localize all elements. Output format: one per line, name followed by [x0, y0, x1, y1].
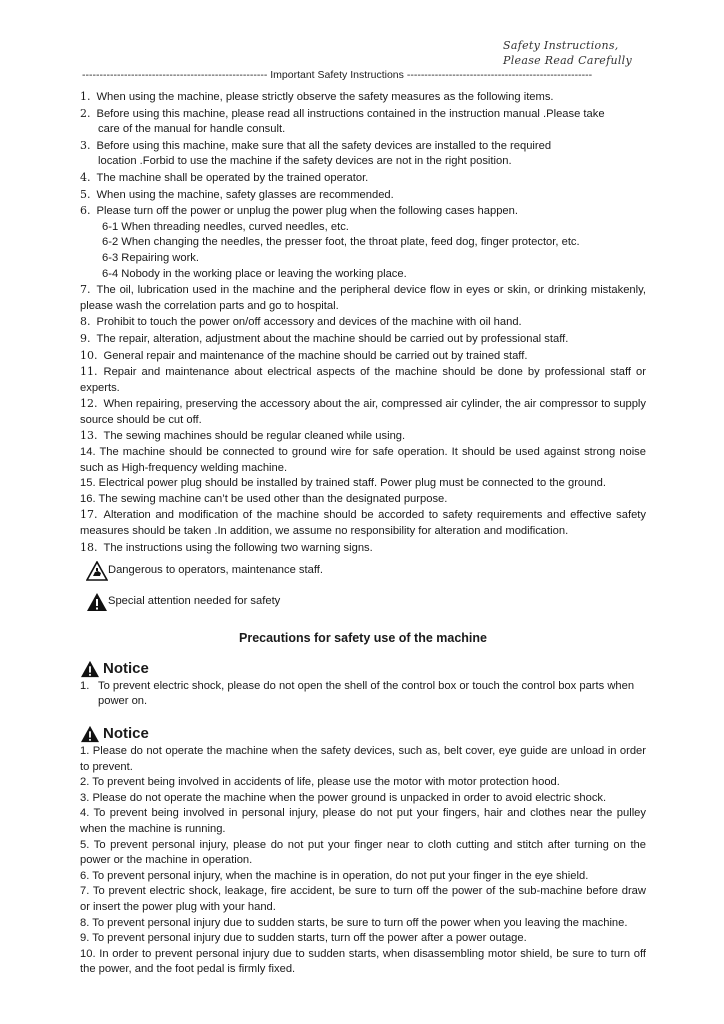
notice-item: 7. To prevent electric shock, leakage, fire accident, be sure to turn off the power of the sub-machine before draw or insert the power plug with your hand.	[80, 885, 646, 913]
section-rule: ----------------------------------------------------- Important Safety Instructions -----------------------------------------------------	[82, 69, 593, 81]
notice-item: 8. To prevent personal injury due to sudden starts, be sure to turn off the power when you leaving the machine.	[80, 916, 628, 929]
notice-item: 4. To prevent being involved in personal injury, please do not put your fingers, hair and clothes near the pulley when the machine is running.	[80, 807, 646, 835]
list-item: 2. Before using this machine, please read all instructions contained in the instruction manual .Please take	[80, 106, 605, 120]
notice-item: 3. Please do not operate the machine when the power ground is unpacked in order to avoid electric shock.	[80, 791, 607, 804]
warning-sign-row	[80, 560, 646, 582]
warning-sign-row	[80, 591, 646, 613]
list-item-continuation: care of the manual for handle consult.	[98, 123, 286, 136]
sign-1-text: Dangerous to operators, maintenance staff.	[108, 564, 323, 577]
notice-title: Notice	[103, 725, 149, 743]
list-item: 16. The sewing machine can’t be used other than the designated purpose.	[80, 492, 448, 505]
caution-triangle-icon	[80, 725, 100, 743]
list-item: 3. Before using this machine, make sure that all the safety devices are installed to the required	[80, 138, 552, 152]
list-item: 17. Alteration and modification of the machine should be accorded to safety requirements and effective safety measures should be taken .In addition, we assume no responsibility for alteration and modification.	[80, 508, 646, 538]
instructions-body	[80, 89, 646, 978]
list-item: 4. The machine shall be operated by the trained operator.	[80, 170, 369, 184]
notice-heading	[80, 724, 646, 744]
sub-item: 6-2 When changing the needles, the presser foot, the throat plate, feed dog, finger protector, etc.	[102, 236, 580, 249]
list-item: 5. When using the machine, safety glasses are recommended.	[80, 187, 394, 201]
list-item-continuation: location .Forbid to use the machine if the safety devices are not in the right position.	[98, 155, 512, 168]
list-item: 11. Repair and maintenance about electrical aspects of the machine should be done by professional staff or experts.	[80, 365, 646, 394]
notice-item: 6. To prevent personal injury, when the machine is in operation, do not put your finger in the eye shield.	[80, 869, 589, 882]
list-item: 12. When repairing, preserving the accessory about the air, compressed air cylinder, the air compressor to supply source should be cut off.	[80, 397, 646, 426]
list-item: 13. The sewing machines should be regular cleaned while using.	[80, 429, 406, 443]
notice-item: 10. In order to prevent personal injury due to sudden starts, when disassembling motor shield, be sure to turn off the power, and the foot pedal is firmly fixed.	[80, 947, 646, 976]
list-item: 1. When using the machine, please strictly observe the safety measures as the following items.	[80, 90, 554, 103]
hand-crush-warning-icon	[86, 561, 108, 581]
list-item: 15. Electrical power plug should be installed by trained staff. Power plug must be connected to the ground.	[80, 477, 606, 490]
page-header	[503, 38, 632, 68]
notice-item: 5. To prevent personal injury, please do not put your finger near to cloth cutting and stitch after turning on the power or the machine in operation.	[80, 838, 646, 867]
header-line-2: Please Read Carefully	[503, 54, 632, 67]
notice-item: 1. Please do not operate the machine when the safety devices, such as, belt cover, eye guide are unload in order to prevent.	[80, 745, 646, 773]
notice-item: 1. To prevent electric shock, please do not open the shell of the control box or touch the control box parts when power on.	[80, 679, 635, 708]
list-item: 18. The instructions using the following two warning signs.	[80, 540, 373, 554]
notice-title: Notice	[103, 660, 149, 678]
notice-heading	[80, 659, 646, 679]
notice-item: 2. To prevent being involved in accidents of life, please use the motor with motor protection hood.	[80, 776, 560, 789]
list-item: 6. Please turn off the power or unplug the power plug when the following cases happen.	[80, 204, 518, 218]
list-item: 10. General repair and maintenance of the machine should be carried out by trained staff.	[80, 348, 528, 362]
caution-triangle-icon	[80, 660, 100, 678]
rule-title: Important Safety Instructions	[270, 69, 404, 81]
list-item: 9. The repair, alteration, adjustment about the machine should be carried out by professional staff.	[80, 331, 569, 345]
sign-2-text: Special attention needed for safety	[108, 595, 281, 608]
section-title: Precautions for safety use of the machine	[239, 631, 487, 646]
list-item: 7. The oil, lubrication used in the machine and the peripheral device flow in eyes or skin, or drinking mistakenly, please wash the correlation parts and go to hospital.	[80, 283, 646, 312]
notice-item: 9. To prevent personal injury due to sudden starts, turn off the power after a power outage.	[80, 932, 527, 945]
list-item: 8. Prohibit to touch the power on/off accessory and devices of the machine with oil hand.	[80, 315, 522, 329]
header-line-1: Safety Instructions,	[503, 39, 619, 52]
sub-item: 6-4 Nobody in the working place or leaving the working place.	[102, 267, 407, 280]
sub-item: 6-1 When threading needles, curved needles, etc.	[102, 220, 349, 233]
sub-item: 6-3 Repairing work.	[102, 251, 200, 264]
caution-triangle-icon	[86, 592, 108, 612]
list-item: 14. The machine should be connected to ground wire for safe operation. It should be used against strong noise such as High-frequency welding machine.	[80, 446, 646, 474]
